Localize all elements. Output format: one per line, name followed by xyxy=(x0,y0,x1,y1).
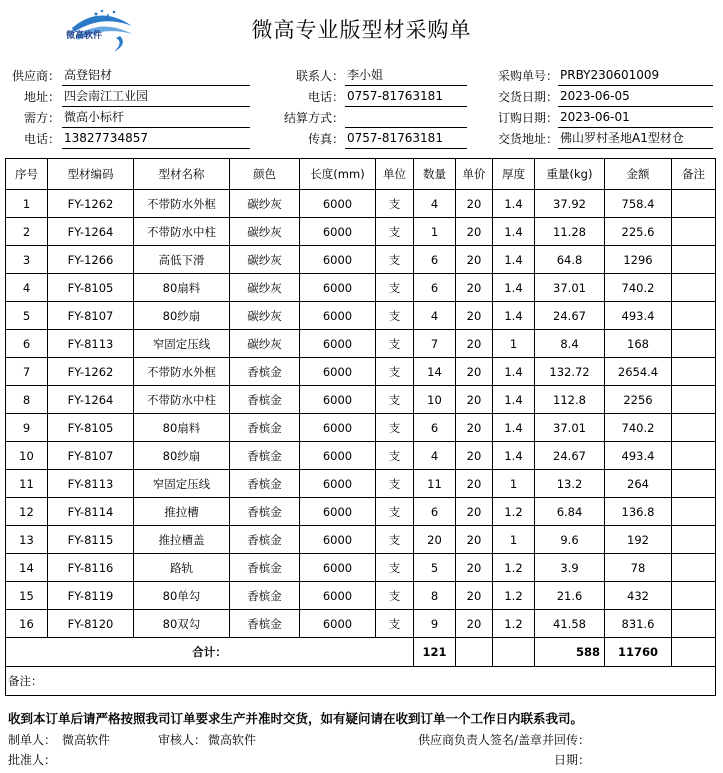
settle-label: 结算方式： xyxy=(283,111,344,125)
cell-length: 6000 xyxy=(300,470,376,498)
cell-unit: 支 xyxy=(376,190,414,218)
cell-qty: 11 xyxy=(414,470,456,498)
cell-code: FY-8114 xyxy=(48,498,134,526)
table-row xyxy=(6,442,716,470)
cell-unit: 支 xyxy=(376,274,414,302)
cell-qty: 4 xyxy=(414,190,456,218)
cell-amount: 78 xyxy=(605,554,672,582)
cell-weight: 132.72 xyxy=(535,358,605,386)
cell-length: 6000 xyxy=(300,358,376,386)
contact-value: 李小姐 xyxy=(345,66,467,86)
cell-thickness: 1.2 xyxy=(493,554,535,582)
table-row xyxy=(6,302,716,330)
header-thickness: 厚度 xyxy=(493,159,535,190)
header-weight: 重量(kg) xyxy=(535,159,605,190)
cell-weight: 21.6 xyxy=(535,582,605,610)
cell-unit: 支 xyxy=(376,526,414,554)
table-header-row xyxy=(6,159,716,190)
cell-length: 6000 xyxy=(300,526,376,554)
cell-name: 80扇料 xyxy=(134,414,230,442)
cell-price: 20 xyxy=(456,330,493,358)
cell-price: 20 xyxy=(456,470,493,498)
cell-price: 20 xyxy=(456,190,493,218)
cell-code: FY-8113 xyxy=(48,330,134,358)
cell-code: FY-8119 xyxy=(48,582,134,610)
cell-qty: 5 xyxy=(414,554,456,582)
cell-name: 不带防水中柱 xyxy=(134,218,230,246)
remark-row xyxy=(6,667,716,696)
supplier-value: 高登铝材 xyxy=(62,66,250,86)
po-value: PRBY230601009 xyxy=(558,66,713,86)
total-empty-thickness xyxy=(493,638,535,667)
cell-remark xyxy=(672,554,716,582)
cell-qty: 9 xyxy=(414,610,456,638)
cell-qty: 4 xyxy=(414,442,456,470)
cell-weight: 8.4 xyxy=(535,330,605,358)
cell-color: 香槟金 xyxy=(230,582,300,610)
maker-label: 制单人： xyxy=(8,733,57,747)
cell-thickness: 1 xyxy=(493,470,535,498)
buyer-phone-label: 电话： xyxy=(23,132,60,146)
cell-code: FY-1264 xyxy=(48,386,134,414)
cell-length: 6000 xyxy=(300,274,376,302)
cell-thickness: 1.4 xyxy=(493,358,535,386)
cell-price: 20 xyxy=(456,386,493,414)
cell-weight: 6.84 xyxy=(535,498,605,526)
cell-weight: 13.2 xyxy=(535,470,605,498)
cell-remark xyxy=(672,330,716,358)
cell-qty: 6 xyxy=(414,274,456,302)
table-row xyxy=(6,498,716,526)
cell-price: 20 xyxy=(456,582,493,610)
cell-seq: 4 xyxy=(6,274,48,302)
phone-label: 电话： xyxy=(307,90,344,104)
cell-seq: 8 xyxy=(6,386,48,414)
cell-thickness: 1.2 xyxy=(493,582,535,610)
cell-remark xyxy=(672,190,716,218)
cell-price: 20 xyxy=(456,246,493,274)
cell-name: 推拉槽 xyxy=(134,498,230,526)
cell-weight: 37.01 xyxy=(535,414,605,442)
cell-length: 6000 xyxy=(300,190,376,218)
table-row xyxy=(6,554,716,582)
cell-seq: 5 xyxy=(6,302,48,330)
cell-weight: 64.8 xyxy=(535,246,605,274)
cell-length: 6000 xyxy=(300,246,376,274)
cell-thickness: 1.2 xyxy=(493,498,535,526)
cell-unit: 支 xyxy=(376,498,414,526)
cell-amount: 1296 xyxy=(605,246,672,274)
cell-unit: 支 xyxy=(376,582,414,610)
cell-thickness: 1 xyxy=(493,526,535,554)
maker-value: 微高软件 xyxy=(62,733,111,747)
cell-seq: 9 xyxy=(6,414,48,442)
delivery-address-value: 佛山罗村圣地A1型材仓 xyxy=(558,129,713,149)
cell-remark xyxy=(672,442,716,470)
cell-color: 碳纱灰 xyxy=(230,218,300,246)
cell-seq: 11 xyxy=(6,470,48,498)
cell-qty: 7 xyxy=(414,330,456,358)
cell-remark xyxy=(672,302,716,330)
cell-amount: 740.2 xyxy=(605,414,672,442)
table-row xyxy=(6,330,716,358)
cell-name: 窄固定压线 xyxy=(134,470,230,498)
cell-amount: 225.6 xyxy=(605,218,672,246)
header-seq: 序号 xyxy=(6,159,48,190)
cell-amount: 264 xyxy=(605,470,672,498)
header-amount: 金额 xyxy=(605,159,672,190)
order-date-value: 2023-06-01 xyxy=(558,108,713,128)
cell-name: 推拉槽盖 xyxy=(134,526,230,554)
cell-amount: 2654.4 xyxy=(605,358,672,386)
address-value: 四会南江工业园 xyxy=(62,87,250,107)
cell-price: 20 xyxy=(456,302,493,330)
cell-seq: 1 xyxy=(6,190,48,218)
cell-thickness: 1.4 xyxy=(493,218,535,246)
cell-qty: 14 xyxy=(414,358,456,386)
cell-price: 20 xyxy=(456,274,493,302)
cell-weight: 24.67 xyxy=(535,302,605,330)
cell-thickness: 1.4 xyxy=(493,414,535,442)
total-empty-price xyxy=(456,638,493,667)
cell-code: FY-8113 xyxy=(48,470,134,498)
cell-length: 6000 xyxy=(300,554,376,582)
cell-amount: 758.4 xyxy=(605,190,672,218)
cell-seq: 2 xyxy=(6,218,48,246)
cell-color: 香槟金 xyxy=(230,386,300,414)
info-row-3 xyxy=(0,108,723,129)
cell-unit: 支 xyxy=(376,302,414,330)
cell-seq: 13 xyxy=(6,526,48,554)
cell-thickness: 1.4 xyxy=(493,302,535,330)
cell-name: 不带防水中柱 xyxy=(134,386,230,414)
cell-amount: 432 xyxy=(605,582,672,610)
cell-name: 不带防水外框 xyxy=(134,190,230,218)
cell-unit: 支 xyxy=(376,218,414,246)
cell-thickness: 1.2 xyxy=(493,610,535,638)
header-qty: 数量 xyxy=(414,159,456,190)
header-color: 颜色 xyxy=(230,159,300,190)
cell-amount: 136.8 xyxy=(605,498,672,526)
cell-code: FY-8107 xyxy=(48,442,134,470)
cell-code: FY-1262 xyxy=(48,358,134,386)
table-row xyxy=(6,414,716,442)
cell-weight: 3.9 xyxy=(535,554,605,582)
cell-color: 香槟金 xyxy=(230,498,300,526)
cell-seq: 14 xyxy=(6,554,48,582)
header-remark: 备注 xyxy=(672,159,716,190)
cell-code: FY-1266 xyxy=(48,246,134,274)
total-empty-remark xyxy=(672,638,716,667)
header-price: 单价 xyxy=(456,159,493,190)
cell-price: 20 xyxy=(456,498,493,526)
cell-length: 6000 xyxy=(300,330,376,358)
cell-price: 20 xyxy=(456,358,493,386)
cell-color: 香槟金 xyxy=(230,554,300,582)
approver-label: 批准人： xyxy=(8,753,57,767)
cell-qty: 6 xyxy=(414,246,456,274)
table-row xyxy=(6,582,716,610)
cell-unit: 支 xyxy=(376,442,414,470)
cell-remark xyxy=(672,246,716,274)
reviewer-label: 审核人： xyxy=(158,733,207,747)
info-row-2 xyxy=(0,87,723,108)
cell-code: FY-8116 xyxy=(48,554,134,582)
table-row xyxy=(6,358,716,386)
cell-name: 窄固定压线 xyxy=(134,330,230,358)
cell-name: 路轨 xyxy=(134,554,230,582)
cell-weight: 37.01 xyxy=(535,274,605,302)
cell-price: 20 xyxy=(456,526,493,554)
cell-amount: 493.4 xyxy=(605,302,672,330)
address-label: 地址： xyxy=(23,90,60,104)
cell-length: 6000 xyxy=(300,218,376,246)
remark-label: 备注： xyxy=(6,667,716,696)
cell-thickness: 1.4 xyxy=(493,246,535,274)
table-body xyxy=(6,190,716,638)
cell-amount: 493.4 xyxy=(605,442,672,470)
cell-seq: 12 xyxy=(6,498,48,526)
cell-length: 6000 xyxy=(300,414,376,442)
cell-qty: 6 xyxy=(414,414,456,442)
cell-price: 20 xyxy=(456,442,493,470)
cell-weight: 112.8 xyxy=(535,386,605,414)
cell-color: 香槟金 xyxy=(230,358,300,386)
table-row xyxy=(6,610,716,638)
page-title: 微高专业版型材采购单 xyxy=(251,18,472,42)
cell-qty: 6 xyxy=(414,498,456,526)
cell-color: 香槟金 xyxy=(230,526,300,554)
cell-length: 6000 xyxy=(300,498,376,526)
table-row xyxy=(6,386,716,414)
cell-unit: 支 xyxy=(376,358,414,386)
cell-code: FY-8107 xyxy=(48,302,134,330)
header-unit: 单位 xyxy=(376,159,414,190)
cell-seq: 10 xyxy=(6,442,48,470)
cell-weight: 37.92 xyxy=(535,190,605,218)
cell-unit: 支 xyxy=(376,386,414,414)
cell-amount: 192 xyxy=(605,526,672,554)
header-length: 长度(mm) xyxy=(300,159,376,190)
header-code: 型材编码 xyxy=(48,159,134,190)
cell-seq: 15 xyxy=(6,582,48,610)
cell-length: 6000 xyxy=(300,386,376,414)
cell-name: 高低下滑 xyxy=(134,246,230,274)
po-label: 采购单号： xyxy=(497,69,558,83)
table-row xyxy=(6,526,716,554)
cell-code: FY-8115 xyxy=(48,526,134,554)
total-amount: 11760 xyxy=(605,638,672,667)
buyer-phone-value: 13827734857 xyxy=(62,129,250,149)
total-row xyxy=(6,638,716,667)
fax-label: 传真： xyxy=(307,132,344,146)
cell-code: FY-8105 xyxy=(48,414,134,442)
info-row-4 xyxy=(0,129,723,150)
cell-thickness: 1.4 xyxy=(493,274,535,302)
cell-color: 香槟金 xyxy=(230,414,300,442)
cell-amount: 168 xyxy=(605,330,672,358)
cell-seq: 16 xyxy=(6,610,48,638)
cell-code: FY-8105 xyxy=(48,274,134,302)
cell-color: 碳纱灰 xyxy=(230,330,300,358)
table-row xyxy=(6,190,716,218)
cell-name: 不带防水外框 xyxy=(134,358,230,386)
cell-length: 6000 xyxy=(300,442,376,470)
cell-weight: 41.58 xyxy=(535,610,605,638)
cell-unit: 支 xyxy=(376,246,414,274)
cell-thickness: 1.4 xyxy=(493,386,535,414)
cell-code: FY-1262 xyxy=(48,190,134,218)
cell-name: 80单勾 xyxy=(134,582,230,610)
cell-unit: 支 xyxy=(376,330,414,358)
cell-length: 6000 xyxy=(300,582,376,610)
cell-color: 香槟金 xyxy=(230,470,300,498)
cell-price: 20 xyxy=(456,218,493,246)
cell-thickness: 1.4 xyxy=(493,190,535,218)
cell-qty: 20 xyxy=(414,526,456,554)
cell-amount: 831.6 xyxy=(605,610,672,638)
cell-price: 20 xyxy=(456,554,493,582)
cell-name: 80纱扇 xyxy=(134,442,230,470)
cell-unit: 支 xyxy=(376,414,414,442)
total-label: 合计： xyxy=(6,638,414,667)
cell-remark xyxy=(672,414,716,442)
cell-remark xyxy=(672,526,716,554)
cell-remark xyxy=(672,386,716,414)
phone-value: 0757-81763181 xyxy=(345,87,467,107)
order-info xyxy=(0,66,723,150)
cell-length: 6000 xyxy=(300,302,376,330)
cell-color: 碳纱灰 xyxy=(230,246,300,274)
delivery-address-label: 交货地址： xyxy=(497,132,558,146)
settle-value xyxy=(345,108,467,128)
cell-qty: 8 xyxy=(414,582,456,610)
cell-remark xyxy=(672,470,716,498)
cell-color: 香槟金 xyxy=(230,442,300,470)
fax-value: 0757-81763181 xyxy=(345,129,467,149)
logo-text: 微高软件 xyxy=(66,31,103,41)
date-label: 日期： xyxy=(554,753,591,767)
cell-color: 碳纱灰 xyxy=(230,302,300,330)
delivery-date-label: 交货日期： xyxy=(497,90,558,104)
cell-seq: 6 xyxy=(6,330,48,358)
table-row xyxy=(6,274,716,302)
cell-unit: 支 xyxy=(376,554,414,582)
cell-price: 20 xyxy=(456,414,493,442)
items-table xyxy=(5,158,716,696)
cell-seq: 7 xyxy=(6,358,48,386)
info-row-1 xyxy=(0,66,723,87)
delivery-date-value: 2023-06-05 xyxy=(558,87,713,107)
cell-remark xyxy=(672,274,716,302)
reviewer-value: 微高软件 xyxy=(208,733,257,747)
cell-length: 6000 xyxy=(300,610,376,638)
supplier-label: 供应商： xyxy=(11,69,60,83)
cell-price: 20 xyxy=(456,610,493,638)
cell-amount: 740.2 xyxy=(605,274,672,302)
cell-unit: 支 xyxy=(376,610,414,638)
cell-name: 80双勾 xyxy=(134,610,230,638)
cell-name: 80扇料 xyxy=(134,274,230,302)
supplier-sign-label: 供应商负责人签名/盖章并回传： xyxy=(418,733,591,747)
cell-weight: 24.67 xyxy=(535,442,605,470)
order-date-label: 订购日期： xyxy=(497,111,558,125)
cell-remark xyxy=(672,582,716,610)
cell-qty: 1 xyxy=(414,218,456,246)
contact-label: 联系人： xyxy=(295,69,344,83)
cell-weight: 11.28 xyxy=(535,218,605,246)
table-row xyxy=(6,246,716,274)
cell-thickness: 1.4 xyxy=(493,442,535,470)
header-name: 型材名称 xyxy=(134,159,230,190)
buyer-label: 需方： xyxy=(23,111,60,125)
total-quantity: 121 xyxy=(414,638,456,667)
total-weight: 588 xyxy=(535,638,605,667)
cell-seq: 3 xyxy=(6,246,48,274)
table-row xyxy=(6,218,716,246)
cell-remark xyxy=(672,498,716,526)
cell-thickness: 1 xyxy=(493,330,535,358)
cell-code: FY-1264 xyxy=(48,218,134,246)
cell-color: 香槟金 xyxy=(230,610,300,638)
cell-amount: 2256 xyxy=(605,386,672,414)
cell-color: 碳纱灰 xyxy=(230,274,300,302)
cell-remark xyxy=(672,218,716,246)
cell-unit: 支 xyxy=(376,470,414,498)
table-row xyxy=(6,470,716,498)
cell-remark xyxy=(672,358,716,386)
cell-code: FY-8120 xyxy=(48,610,134,638)
cell-qty: 10 xyxy=(414,386,456,414)
cell-qty: 4 xyxy=(414,302,456,330)
cell-weight: 9.6 xyxy=(535,526,605,554)
cell-name: 80纱扇 xyxy=(134,302,230,330)
cell-remark xyxy=(672,610,716,638)
buyer-value: 微高小标杆 xyxy=(62,108,250,128)
order-notice: 收到本订单后请严格按照我司订单要求生产并准时交货，如有疑问请在收到订单一个工作日内联系我司。 xyxy=(8,711,584,726)
cell-color: 碳纱灰 xyxy=(230,190,300,218)
